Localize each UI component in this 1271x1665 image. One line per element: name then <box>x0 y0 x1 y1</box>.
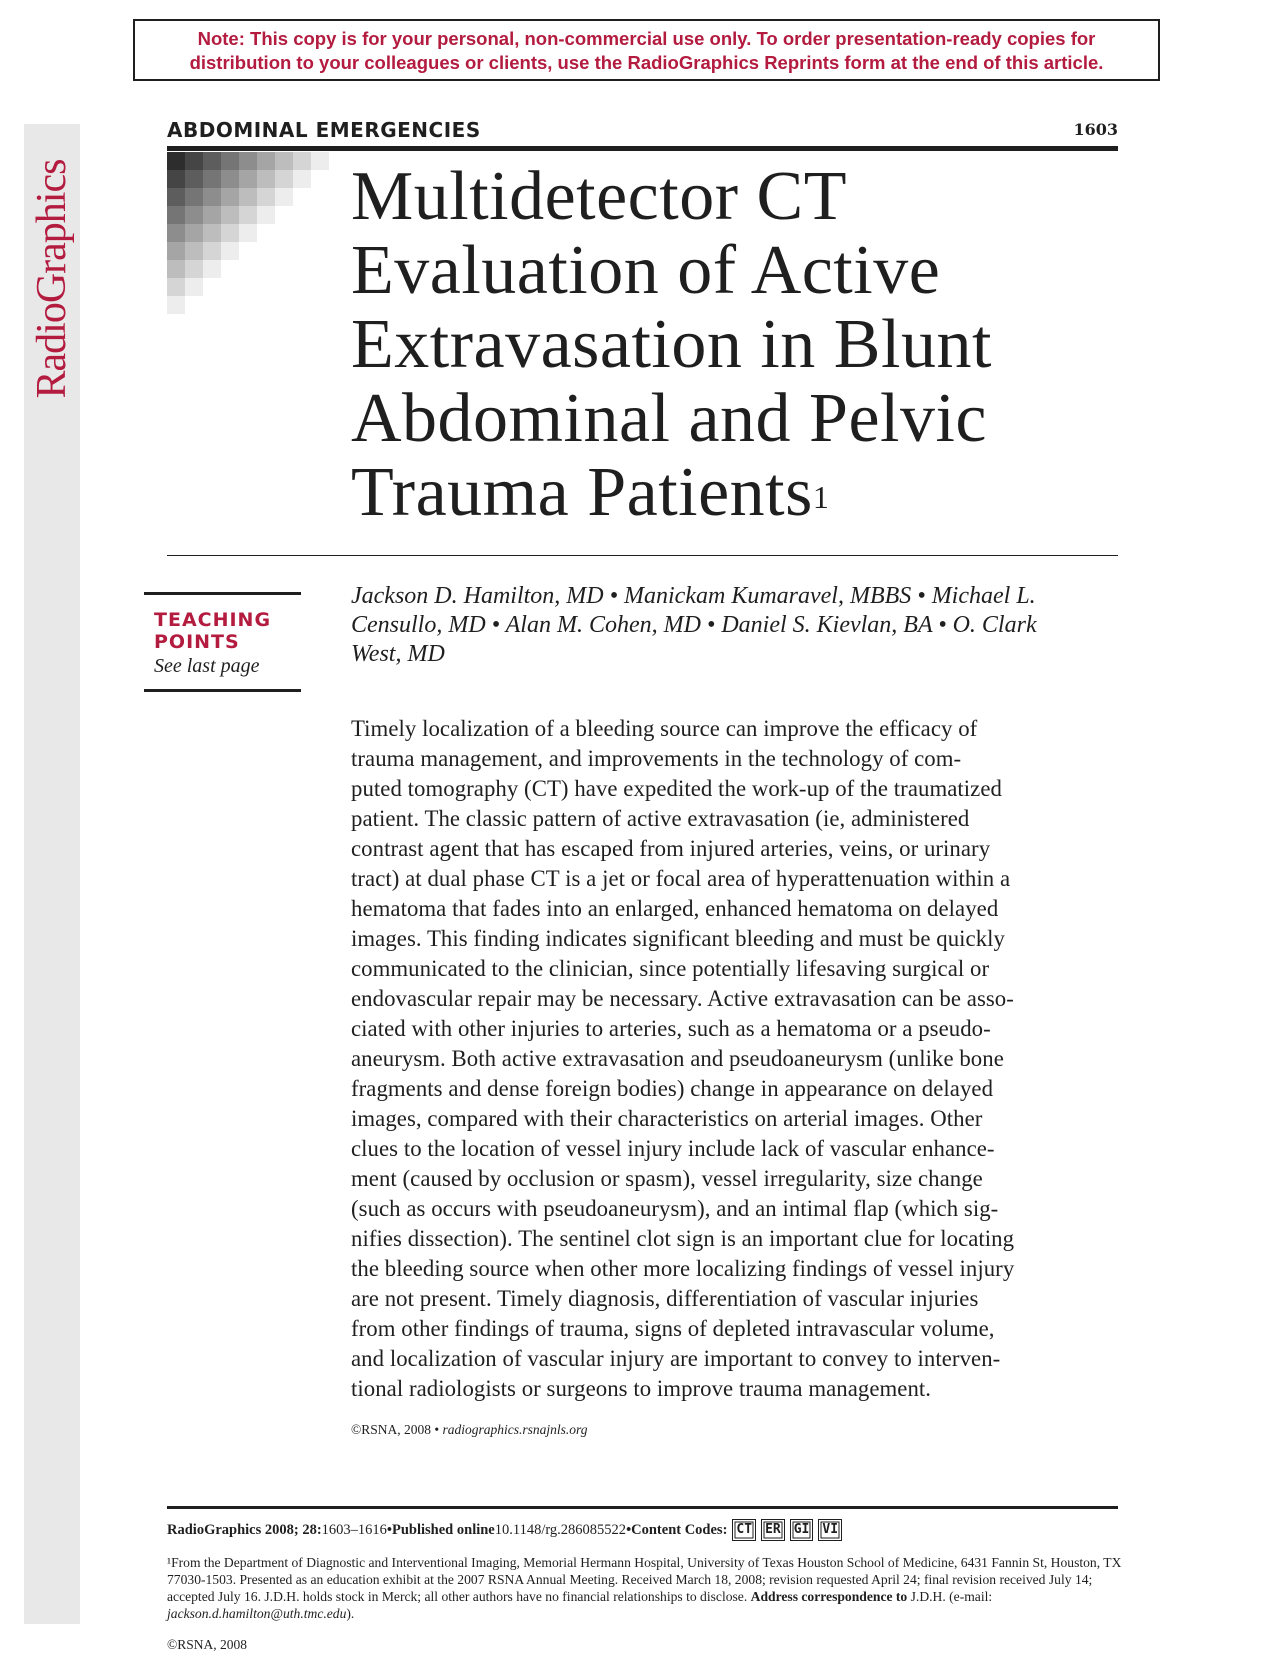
abstract-line: and localization of vascular injury are important to convey to interven- <box>351 1346 1001 1371</box>
title-line: Evaluation of Active <box>351 232 941 309</box>
title-line: Abdominal and Pelvic <box>351 380 988 457</box>
grid-cell <box>239 170 257 188</box>
author-list <box>351 582 1111 669</box>
grid-cell <box>239 224 257 242</box>
grid-cell <box>203 188 221 206</box>
teaching-points-box <box>144 592 301 692</box>
page-copyright: ©RSNA, 2008 <box>167 1637 248 1652</box>
abstract-line: communicated to the clinician, since potentially lifesaving surgical or <box>351 956 990 981</box>
grid-cell <box>221 224 239 242</box>
abstract-line: tional radiologists or surgeons to improve trauma management. <box>351 1376 932 1401</box>
grid-cell <box>167 206 185 224</box>
grid-cell <box>203 206 221 224</box>
grid-cell <box>221 170 239 188</box>
abstract-copyright <box>351 1422 588 1438</box>
reprint-notice <box>133 19 1160 81</box>
content-code-badge: ER <box>761 1519 785 1541</box>
grid-cell <box>185 188 203 206</box>
content-code-badge: VI <box>818 1519 842 1541</box>
reprint-notice-line-2: distribution to your colleagues or clients, use the RadioGraphics Reprints form at the end of this article. <box>189 52 1104 73</box>
affiliation-footnote <box>167 1554 1122 1622</box>
abstract-line: trauma management, and improvements in the technology of com- <box>351 746 962 771</box>
abstract-line: ciated with other injuries to arteries, such as a hematoma or a pseudo- <box>351 1016 991 1041</box>
abstract-line: fragments and dense foreign bodies) change in appearance on delayed <box>351 1076 994 1101</box>
grid-cell <box>185 206 203 224</box>
grid-cell <box>221 152 239 170</box>
grid-cell <box>167 224 185 242</box>
decorative-gradient-grid <box>167 152 347 314</box>
grid-cell <box>221 188 239 206</box>
abstract-line: tract) at dual phase CT is a jet or focal area of hyperattenuation within a <box>351 866 1011 891</box>
grid-cell <box>167 188 185 206</box>
grid-cell <box>167 170 185 188</box>
abstract-line: endovascular repair may be necessary. Active extravasation can be asso- <box>351 986 1014 1011</box>
citation-doi: 10.1148/rg.286085522 <box>494 1521 627 1538</box>
citation-line <box>167 1517 842 1543</box>
author-line: West, MD <box>351 641 445 667</box>
grid-cell <box>275 152 293 170</box>
grid-cell <box>257 170 275 188</box>
article-title <box>351 160 1131 530</box>
journal-logo <box>24 124 80 424</box>
grid-cell <box>203 242 221 260</box>
abstract-line: nifies dissection). The sentinel clot sign is an important clue for locating <box>351 1226 1015 1251</box>
section-heading: ABDOMINAL EMERGENCIES <box>167 118 481 142</box>
grid-cell <box>257 152 275 170</box>
address-label: Address correspondence to <box>750 1589 908 1604</box>
grid-cell <box>167 242 185 260</box>
abstract-line: from other findings of trauma, signs of depleted intravascular volume, <box>351 1316 995 1341</box>
title-line: Trauma Patients <box>351 454 813 531</box>
grid-cell <box>185 242 203 260</box>
title-line: Multidetector CT <box>351 158 847 235</box>
abstract-line: Timely localization of a bleeding source can improve the efficacy of <box>351 716 978 741</box>
grid-cell <box>293 170 311 188</box>
grid-cell <box>167 152 185 170</box>
citation-sep: • <box>626 1521 632 1538</box>
grid-cell <box>275 188 293 206</box>
abstract-line: hematoma that fades into an enlarged, enhanced hematoma on delayed <box>351 896 999 921</box>
journal-name: RadioGraphics <box>29 159 75 399</box>
abstract <box>351 714 1121 1404</box>
footnote-text: ¹From the Department of Diagnostic and Interventional Imaging, Memorial Hermann Hospital, University of Texas Houston School of Medicine, 6431 Fannin St, Houston, TX 77030-1503. Presented as an education exhibit at the 2007 RSNA Annual Meeting. Received March 18, 2008; revision requested April 24; final revision received July 14; accepted July 16. J.D.H. holds stock in Merck; all other authors have no financial relationships to disclose. <box>167 1555 1122 1604</box>
citation-sep: • <box>386 1521 392 1538</box>
teaching-points-note: See last page <box>154 655 260 677</box>
page-number: 1603 <box>1073 120 1118 139</box>
grid-cell <box>239 152 257 170</box>
content-codes-label: Content Codes: <box>631 1521 728 1538</box>
abstract-line: images, compared with their characteristics on arterial images. Other <box>351 1106 983 1131</box>
content-code-badge: CT <box>732 1519 756 1541</box>
grid-cell <box>221 242 239 260</box>
journal-url: radiographics.rsnajnls.org <box>442 1422 588 1437</box>
footnote-text: J.D.H. (e-mail: <box>907 1589 993 1604</box>
abstract-line: the bleeding source when other more localizing findings of vessel injury <box>351 1256 1015 1281</box>
abstract-line: images. This finding indicates significant bleeding and must be quickly <box>351 926 1005 951</box>
grid-cell <box>221 206 239 224</box>
teaching-points-heading-2: POINTS <box>154 631 240 653</box>
citation-pages: 1603–1616 <box>321 1521 387 1538</box>
abstract-line: (such as occurs with pseudoaneurysm), and an intimal flap (which sig- <box>351 1196 999 1221</box>
footnote-text: ). <box>346 1606 355 1621</box>
header-rule <box>167 146 1118 151</box>
copyright-text: ©RSNA, 2008 • <box>351 1422 443 1437</box>
title-line: Extravasation in Blunt <box>351 306 992 383</box>
title-line-last <box>351 456 1131 530</box>
grid-cell <box>239 206 257 224</box>
title-rule <box>167 555 1118 556</box>
grid-cell <box>203 224 221 242</box>
reprint-notice-line-1: Note: This copy is for your personal, non-commercial use only. To order presentation-ready copies for <box>197 28 1096 49</box>
grid-cell <box>185 278 203 296</box>
abstract-line: are not present. Timely diagnosis, differentiation of vascular injuries <box>351 1286 979 1311</box>
grid-cell <box>311 152 329 170</box>
grid-cell <box>167 278 185 296</box>
abstract-line: ment (caused by occlusion or spasm), vessel irregularity, size change <box>351 1166 983 1191</box>
grid-cell <box>185 224 203 242</box>
grid-cell <box>275 170 293 188</box>
grid-cell <box>185 152 203 170</box>
footer-rule <box>167 1506 1118 1509</box>
abstract-line: aneurysm. Both active extravasation and pseudoaneurysm (unlike bone <box>351 1046 1004 1071</box>
title-footnote-marker: 1 <box>812 479 830 515</box>
grid-cell <box>203 152 221 170</box>
abstract-line: puted tomography (CT) have expedited the work-up of the traumatized <box>351 776 1002 801</box>
grid-cell <box>167 296 185 314</box>
grid-cell <box>239 188 257 206</box>
grid-cell <box>185 170 203 188</box>
grid-cell <box>185 260 203 278</box>
author-line: Jackson D. Hamilton, MD • Manickam Kumaravel, MBBS • Michael L. <box>351 583 1036 609</box>
grid-cell <box>203 260 221 278</box>
citation-journal: RadioGraphics 2008; 28: <box>167 1521 322 1538</box>
abstract-line: patient. The classic pattern of active extravasation (ie, administered <box>351 806 970 831</box>
abstract-line: contrast agent that has escaped from injured arteries, veins, or urinary <box>351 836 991 861</box>
teaching-points-heading-1: TEACHING <box>154 609 272 631</box>
abstract-line: clues to the location of vessel injury include lack of vascular enhance- <box>351 1136 995 1161</box>
grid-cell <box>203 170 221 188</box>
grid-cell <box>167 260 185 278</box>
published-label: Published online <box>392 1521 495 1538</box>
author-line: Censullo, MD • Alan M. Cohen, MD • Daniel S. Kievlan, BA • O. Clark <box>351 612 1037 638</box>
grid-cell <box>293 152 311 170</box>
content-code-badge: GI <box>790 1519 814 1541</box>
grid-cell <box>257 206 275 224</box>
author-email: jackson.d.hamilton@uth.tmc.edu <box>167 1606 347 1621</box>
grid-cell <box>257 188 275 206</box>
